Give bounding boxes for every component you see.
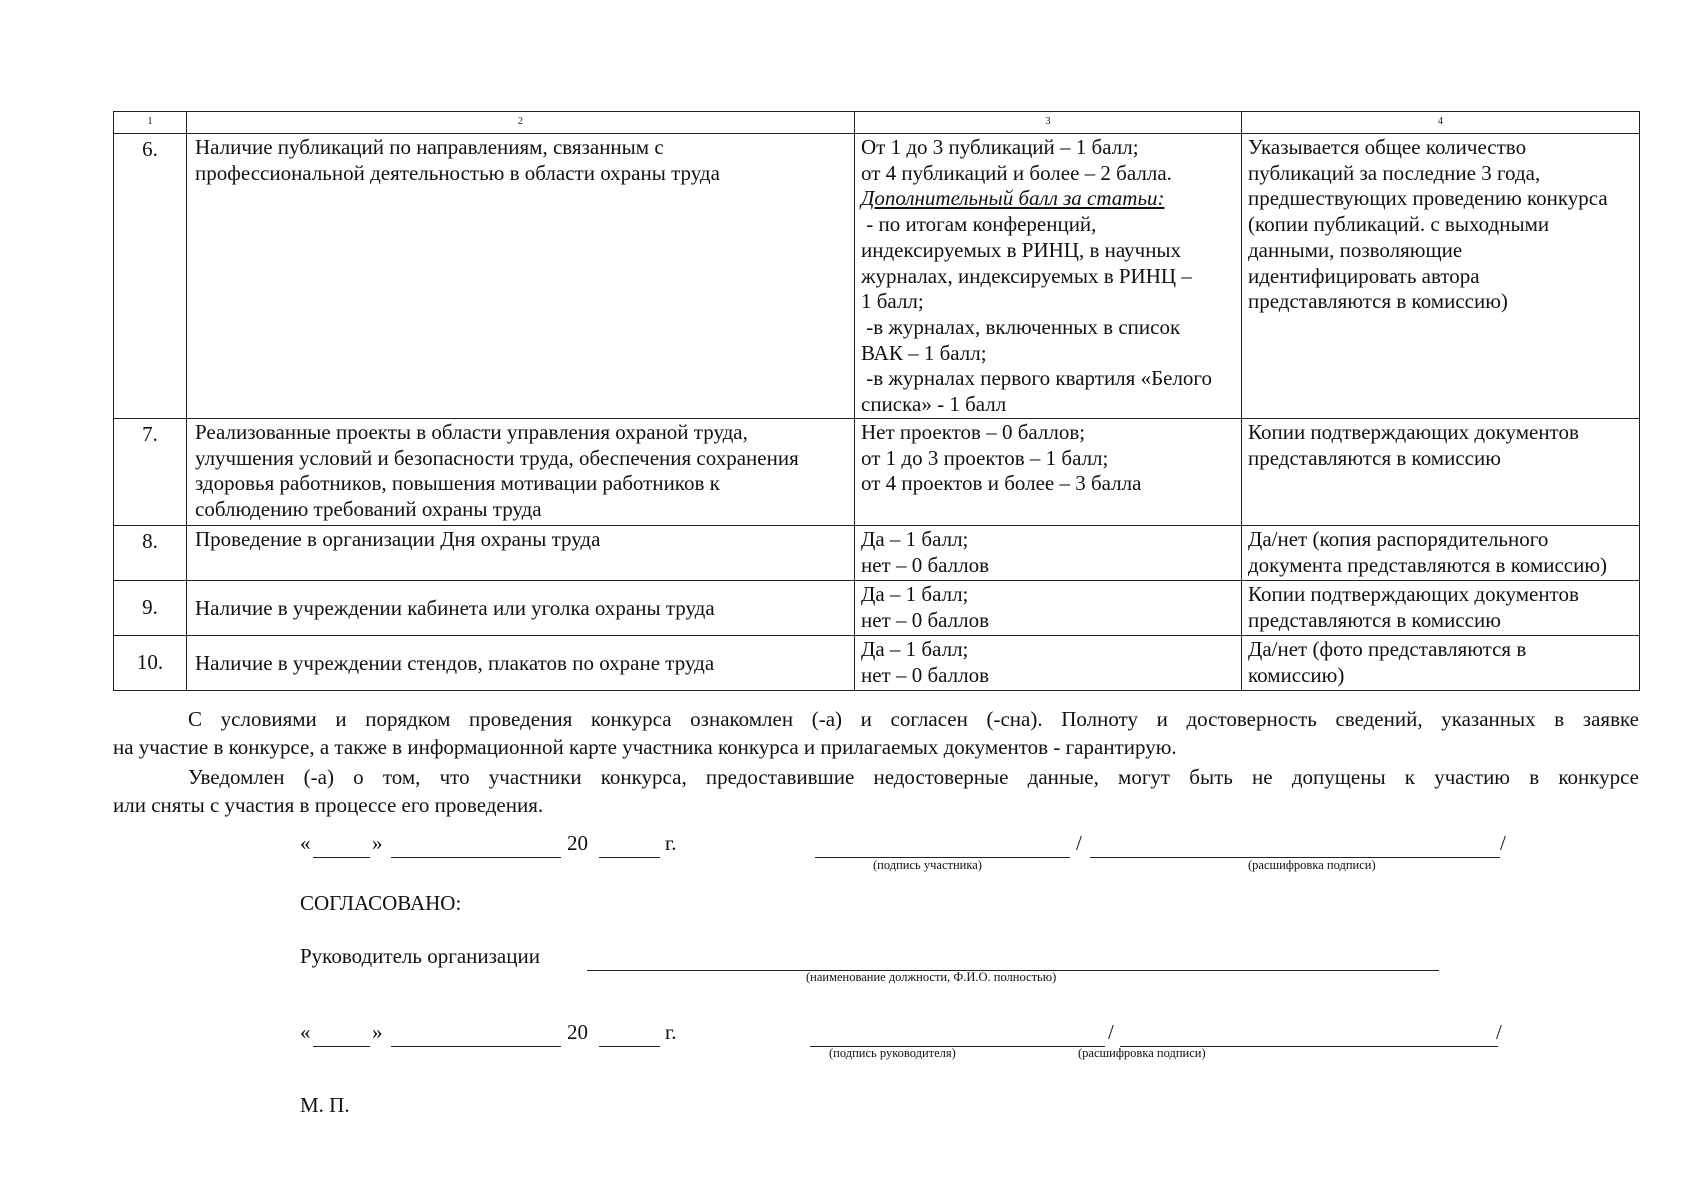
signature-slash-end: / bbox=[1500, 831, 1506, 855]
head-year-field[interactable] bbox=[599, 1021, 660, 1047]
scoring-cell-line: От 1 до 3 публикаций – 1 балл; bbox=[861, 135, 1139, 159]
row-number: 10. bbox=[114, 636, 187, 691]
day-field[interactable] bbox=[313, 832, 370, 858]
scoring-cell-line: от 4 проектов и более – 3 балла bbox=[861, 471, 1142, 496]
criterion-cell-line: Наличие публикаций по направлениям, связанным с bbox=[195, 135, 664, 159]
criterion-cell-line: профессиональной деятельностью в области охраны труда bbox=[195, 160, 720, 185]
head-decoding-field[interactable] bbox=[1120, 1021, 1498, 1047]
year-suffix: г. bbox=[665, 831, 677, 855]
scoring-cell-line: нет – 0 баллов bbox=[861, 607, 990, 632]
agreed-heading: СОГЛАСОВАНО: bbox=[300, 891, 462, 915]
table-row bbox=[114, 419, 1640, 526]
criterion-cell bbox=[187, 581, 855, 636]
documents-cell-line: представляются в комиссию) bbox=[1248, 289, 1508, 314]
stamp-place-label: М. П. bbox=[300, 1093, 350, 1117]
scoring-cell bbox=[855, 419, 1242, 526]
documents-cell-line: представляются в комиссию bbox=[1248, 445, 1501, 470]
documents-cell-line: данными, позволяющие bbox=[1248, 237, 1463, 262]
criteria-table bbox=[113, 111, 1640, 691]
documents-cell-line: публикаций за последние 3 года, bbox=[1248, 160, 1541, 185]
head-signature-slash-end: / bbox=[1496, 1020, 1502, 1044]
documents-cell bbox=[1242, 581, 1640, 636]
criterion-cell-line: Наличие в учреждении стендов, плакатов по охране труда bbox=[195, 650, 715, 675]
consent-line-2: на участие в конкурсе, а также в информационной карте участника конкурса и прилагаемых документов - гарантирую. bbox=[113, 735, 1177, 759]
criterion-cell-line: здоровья работников, повышения мотивации работников к bbox=[195, 471, 720, 496]
year-prefix: 20 bbox=[567, 831, 588, 855]
decoding-caption: (расшифровка подписи) bbox=[1248, 858, 1376, 872]
head-day-field[interactable] bbox=[313, 1021, 370, 1047]
scoring-cell-line: нет – 0 баллов bbox=[861, 662, 990, 687]
head-caption: (наименование должности, Ф.И.О. полностью) bbox=[806, 970, 1057, 984]
criterion-cell-line: улучшения условий и безопасности труда, обеспечения сохранения bbox=[195, 445, 799, 470]
documents-cell-line: Указывается общее количество bbox=[1248, 135, 1527, 159]
scoring-cell-line: -в журналах первого квартиля «Белого bbox=[861, 366, 1213, 391]
head-signature-field[interactable] bbox=[810, 1021, 1105, 1047]
documents-cell-line: Да/нет (фото представляются в bbox=[1248, 637, 1527, 661]
documents-cell bbox=[1242, 419, 1640, 526]
criterion-cell-line: Проведение в организации Дня охраны труда bbox=[195, 527, 601, 551]
criterion-cell bbox=[187, 134, 855, 419]
column-number-2: 2 bbox=[187, 112, 855, 134]
documents-cell bbox=[1242, 134, 1640, 419]
scoring-cell-line: Да – 1 балл; bbox=[861, 582, 969, 606]
scoring-cell-line: -в журналах, включенных в список bbox=[861, 314, 1181, 339]
documents-cell-line: предшествующих проведению конкурса bbox=[1248, 186, 1608, 211]
documents-cell-line: (копии публикаций. с выходными bbox=[1248, 212, 1550, 237]
consent-paragraph bbox=[113, 705, 1639, 761]
head-year-suffix: г. bbox=[665, 1020, 677, 1044]
head-date-quote-close: » bbox=[372, 1020, 383, 1044]
documents-cell bbox=[1242, 526, 1640, 581]
head-label: Руководитель организации bbox=[300, 944, 540, 968]
scoring-cell-line: - по итогам конференций, bbox=[861, 212, 1097, 237]
row-number: 7. bbox=[114, 419, 187, 526]
table-row bbox=[114, 636, 1640, 691]
scoring-cell bbox=[855, 636, 1242, 691]
scoring-cell-line: от 4 публикаций и более – 2 балла. bbox=[861, 160, 1172, 185]
head-date-quote-open: « bbox=[300, 1020, 311, 1044]
head-decoding-caption: (расшифровка подписи) bbox=[1078, 1046, 1206, 1060]
signature-slash: / bbox=[1076, 831, 1082, 855]
month-field[interactable] bbox=[391, 832, 561, 858]
year-field[interactable] bbox=[599, 832, 660, 858]
notice-line-2: или сняты с участия в процессе его проведения. bbox=[113, 793, 544, 817]
scoring-cell-line: журналах, индексируемых в РИНЦ – bbox=[861, 263, 1192, 288]
scoring-cell bbox=[855, 134, 1242, 419]
documents-cell-line: документа представляются в комиссию) bbox=[1248, 552, 1608, 577]
scoring-cell-line: нет – 0 баллов bbox=[861, 552, 990, 577]
table-row bbox=[114, 526, 1640, 581]
head-name-field[interactable] bbox=[587, 945, 1439, 971]
head-signature-caption: (подпись руководителя) bbox=[829, 1046, 956, 1060]
documents-cell-line: Копии подтверждающих документов bbox=[1248, 582, 1579, 606]
notice-paragraph bbox=[113, 763, 1639, 819]
documents-cell-line: Да/нет (копия распорядительного bbox=[1248, 527, 1549, 551]
notice-line-1: Уведомлен (-а) о том, что участники конкурса, предоставившие недостоверные данные, могут быть не допущены к участию в конкурсе bbox=[188, 765, 1639, 789]
scoring-cell bbox=[855, 581, 1242, 636]
column-number-4: 4 bbox=[1242, 112, 1640, 134]
scoring-cell-line: Да – 1 балл; bbox=[861, 637, 969, 661]
scoring-cell-line: списка» - 1 балл bbox=[861, 392, 1007, 417]
criterion-cell bbox=[187, 636, 855, 691]
table-row bbox=[114, 581, 1640, 636]
row-number: 8. bbox=[114, 526, 187, 581]
scoring-cell-line: ВАК – 1 балл; bbox=[861, 340, 987, 365]
scoring-cell bbox=[855, 526, 1242, 581]
column-number-1: 1 bbox=[114, 112, 187, 134]
criterion-cell-line: Наличие в учреждении кабинета или уголка охраны труда bbox=[195, 595, 715, 620]
scoring-cell-line: Дополнительный балл за статьи: bbox=[861, 186, 1165, 211]
date-quote-close: » bbox=[372, 831, 383, 855]
row-number: 6. bbox=[114, 134, 187, 419]
row-number: 9. bbox=[114, 581, 187, 636]
date-quote-open: « bbox=[300, 831, 311, 855]
scoring-cell-line: от 1 до 3 проектов – 1 балл; bbox=[861, 445, 1109, 470]
head-month-field[interactable] bbox=[391, 1021, 561, 1047]
scoring-cell-line: Нет проектов – 0 баллов; bbox=[861, 420, 1086, 444]
documents-cell bbox=[1242, 636, 1640, 691]
participant-signature-field[interactable] bbox=[815, 832, 1070, 858]
scoring-cell-line: индексируемых в РИНЦ, в научных bbox=[861, 237, 1182, 262]
documents-cell-line: идентифицировать автора bbox=[1248, 263, 1480, 288]
scoring-cell-line: Да – 1 балл; bbox=[861, 527, 969, 551]
documents-cell-line: комиссию) bbox=[1248, 662, 1345, 687]
table-row bbox=[114, 134, 1640, 419]
table-header-row bbox=[114, 112, 1640, 134]
criterion-cell-line: соблюдению требований охраны труда bbox=[195, 497, 542, 522]
consent-line-1: С условиями и порядком проведения конкурса ознакомлен (-а) и согласен (-сна). Полноту и достоверность сведений, указанных в заявке bbox=[188, 707, 1639, 731]
documents-cell-line: представляются в комиссию bbox=[1248, 607, 1501, 632]
criterion-cell bbox=[187, 419, 855, 526]
participant-decoding-field[interactable] bbox=[1090, 832, 1500, 858]
scoring-cell-line: 1 балл; bbox=[861, 289, 924, 314]
head-signature-slash: / bbox=[1108, 1020, 1114, 1044]
participant-signature-caption: (подпись участника) bbox=[873, 858, 982, 872]
criterion-cell bbox=[187, 526, 855, 581]
documents-cell-line: Копии подтверждающих документов bbox=[1248, 420, 1579, 444]
head-year-prefix: 20 bbox=[567, 1020, 588, 1044]
criterion-cell-line: Реализованные проекты в области управления охраной труда, bbox=[195, 420, 748, 444]
column-number-3: 3 bbox=[855, 112, 1242, 134]
